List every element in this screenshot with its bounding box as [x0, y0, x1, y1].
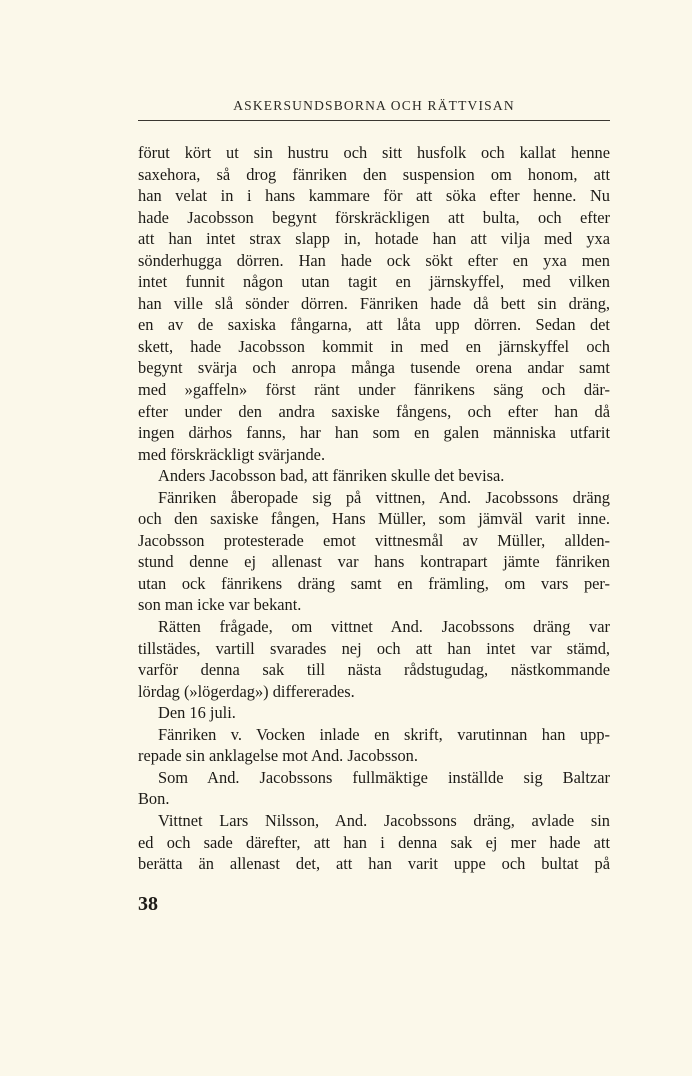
text-line: saxehora, så drog fänriken den suspension om honom, att — [138, 164, 610, 184]
text-line: utan ock fänrikens dräng samt en främling, om vars per- — [138, 573, 610, 593]
text-line: Den 16 juli. — [158, 703, 236, 723]
text-line: ingen därhos fanns, har han som en galen människa utfarit — [138, 423, 610, 443]
text-line: han velat in i hans kammare för att söka efter henne. Nu — [138, 186, 610, 206]
text-line: han ville slå sönder dörren. Fänriken hade då bett sin dräng, — [138, 293, 610, 313]
text-line: begynt svärja och anropa många tusende orena andar samt — [138, 358, 610, 378]
text-line: ed och sade därefter, att han i denna sak ej mer hade att — [138, 832, 610, 852]
text-line: skett, hade Jacobsson kommit in med en järnskyffel och — [138, 336, 610, 356]
text-line: intet funnit någon utan tagit en järnskyffel, med vilken — [138, 272, 610, 292]
text-line: Jacobsson protesterade emot vittnesmål av Müller, allden- — [138, 530, 610, 550]
text-line: repade sin anklagelse mot And. Jacobsson. — [138, 746, 418, 766]
running-head: ASKERSUNDSBORNA OCH RÄTTVISAN — [233, 98, 515, 113]
text-line: sönderhugga dörren. Han hade ock sökt efter en yxa men — [138, 250, 610, 270]
text-line: hade Jacobsson begynt förskräckligen att bulta, och efter — [138, 207, 610, 227]
text-line: stund denne ej allenast var hans kontrapart jämte fänriken — [138, 552, 610, 572]
text-line: tillstädes, vartill svarades nej och att han intet var stämd, — [138, 638, 610, 658]
text-line: och den saxiske fången, Hans Müller, som jämväl varit inne. — [138, 509, 610, 529]
body-text — [138, 142, 610, 875]
text-line: efter under den andra saxiske fångens, och efter han då — [138, 401, 610, 421]
text-line: med »gaffeln» först ränt under fänrikens säng och där- — [138, 380, 610, 400]
text-line: lördag (»lögerdag») differerades. — [138, 681, 355, 701]
text-line: berätta än allenast det, att han varit uppe och bultat på — [138, 854, 610, 874]
text-line: att han intet strax slapp in, hotade han att vilja med yxa — [138, 229, 610, 249]
text-line: varför denna sak till nästa rådstugudag, nästkommande — [138, 660, 610, 680]
text-line: Rätten frågade, om vittnet And. Jacobssons dräng var — [158, 617, 610, 637]
text-line: Fänriken v. Vocken inlade en skrift, varutinnan han upp- — [158, 724, 610, 744]
text-line: Som And. Jacobssons fullmäktige inställde sig Baltzar — [158, 767, 610, 787]
text-line: Vittnet Lars Nilsson, And. Jacobssons dräng, avlade sin — [158, 810, 610, 830]
text-line: förut kört ut sin hustru och sitt husfolk och kallat henne — [138, 143, 610, 162]
text-line: Anders Jacobsson bad, att fänriken skulle det bevisa. — [158, 466, 505, 486]
text-line: en av de saxiska fångarna, att låta upp dörren. Sedan det — [138, 315, 610, 335]
text-line: Fänriken åberopade sig på vittnen, And. Jacobssons dräng — [158, 487, 610, 507]
header-rule — [138, 120, 610, 121]
text-line: Bon. — [138, 789, 170, 809]
text-line: med förskräckligt svärjande. — [138, 444, 326, 464]
page-number: 38 — [138, 893, 158, 915]
text-line: son man icke var bekant. — [138, 595, 302, 615]
